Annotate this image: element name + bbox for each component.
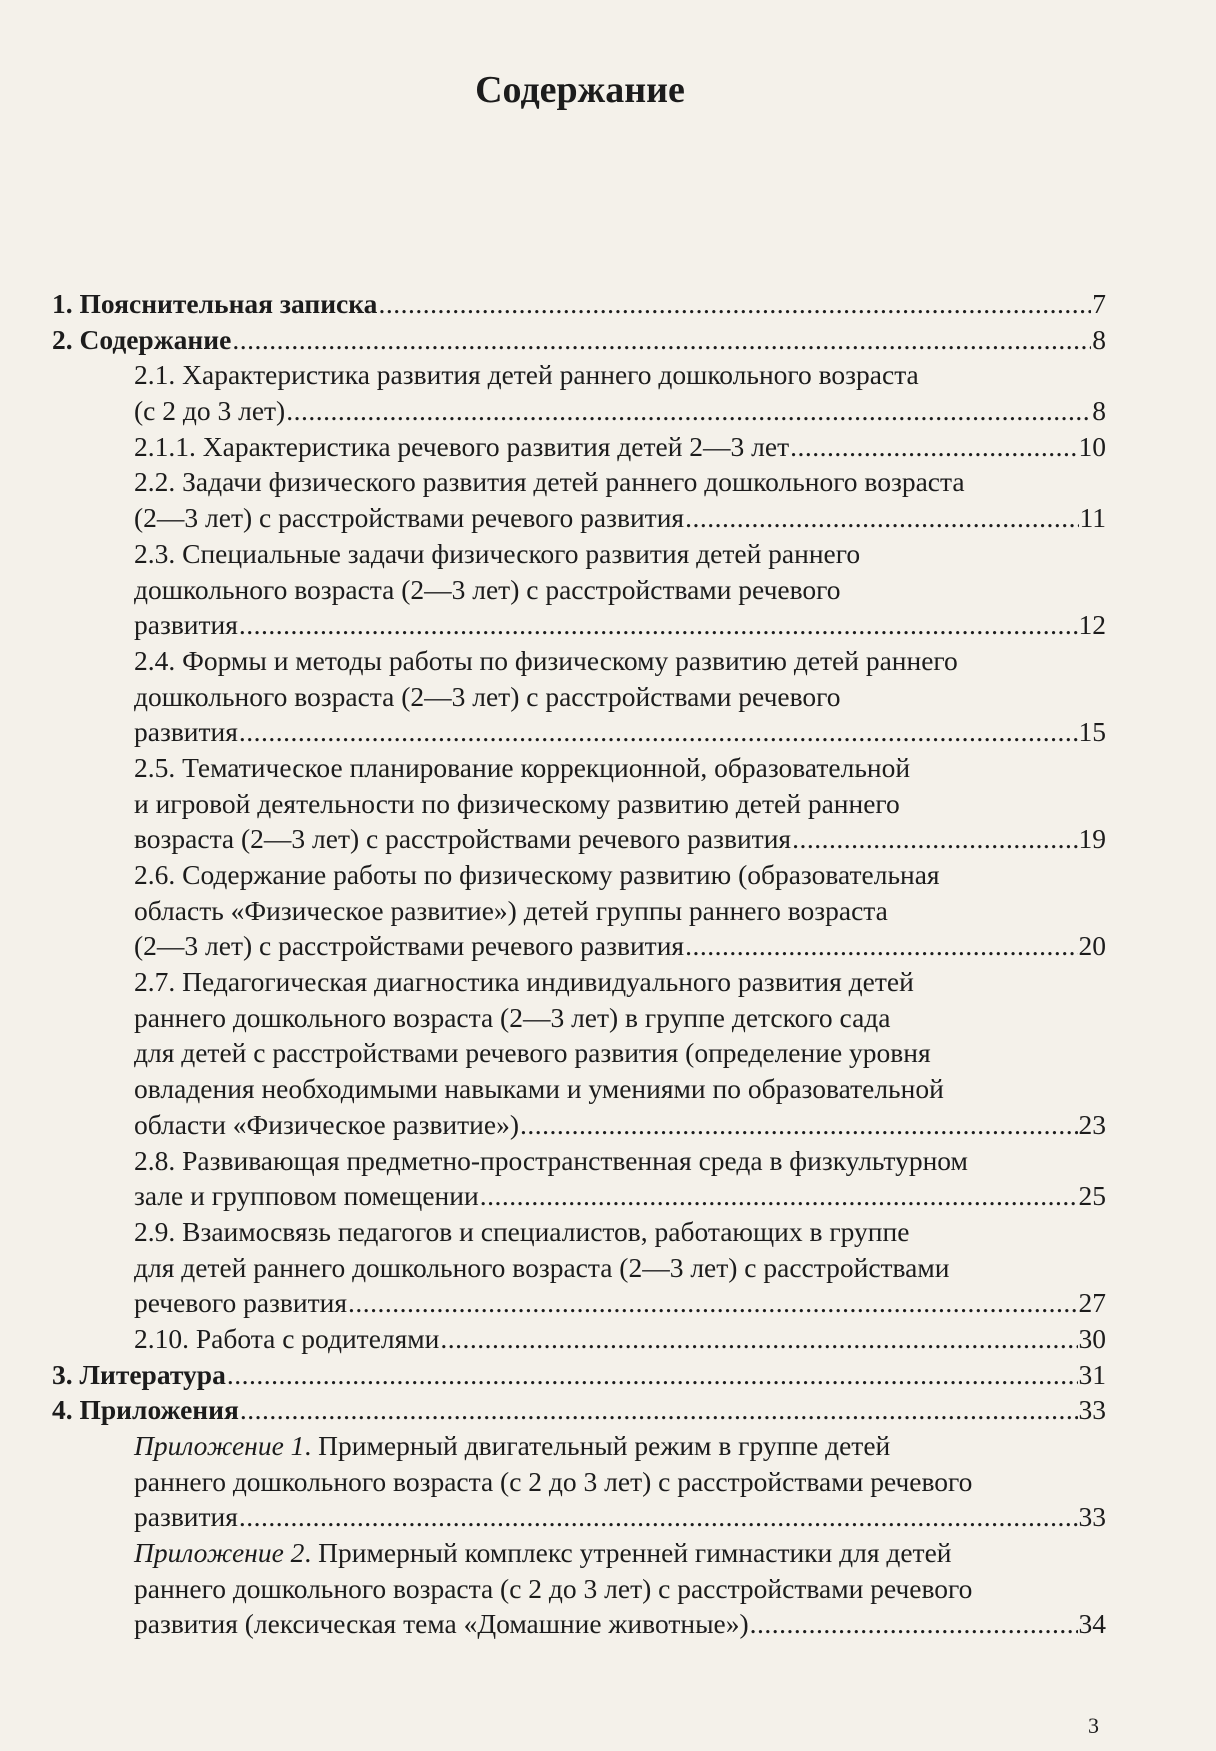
leader-dots <box>348 1285 1078 1321</box>
toc-entry-2-10: 2.10. Работа с родителями ..... 30 <box>52 1321 1106 1357</box>
toc-entry-appendix-2: Приложение 2. Примерный комплекс утренней гимнастики для детей <box>134 1537 952 1569</box>
toc-entry-2: 2. Содержание ..... 8 <box>52 322 1106 358</box>
toc-entry-2-6: 2.6. Содержание работы по физическому развитию (образовательная <box>134 859 940 890</box>
toc-entry-appendix-1: Приложение 1. Примерный двигательный режим в группе детей <box>134 1430 891 1461</box>
toc-entry-2-1-1: 2.1.1. Характеристика речевого развития детей 2—3 лет ..... 10 <box>52 429 1106 465</box>
toc-entry-appendix-1-end: развития ..... 33 <box>52 1499 1106 1535</box>
toc-entry-2-9-cont: для детей раннего дошкольного возраста (2—3 лет) с расстройствами <box>134 1251 950 1283</box>
leader-dots <box>750 1606 1078 1642</box>
toc-entry-1: 1. Пояснительная записка ..... 7 <box>52 286 1106 322</box>
toc-entry-2-4: 2.4. Формы и методы работы по физическому развитию детей раннего <box>134 644 958 676</box>
page-title: Содержание <box>475 69 685 111</box>
leader-dots <box>685 500 1078 536</box>
toc-entry-appendix-2-cont: раннего дошкольного возраста (с 2 до 3 лет) с расстройствами речевого <box>134 1572 973 1604</box>
toc-entry-2-8: 2.8. Развивающая предметно-пространственная среда в физкультурном <box>134 1144 968 1176</box>
leader-dots <box>440 1321 1077 1357</box>
toc-entry-2-9: 2.9. Взаимосвязь педагогов и специалистов, работающих в группе <box>134 1215 910 1247</box>
leader-dots <box>239 714 1078 750</box>
toc-entry-2-2-cont: (2—3 лет) с расстройствами речевого развития ..... 11 <box>52 500 1106 536</box>
toc-entry-2-6-cont: область «Физическое развитие») детей группы раннего возраста <box>134 894 888 926</box>
leader-dots <box>685 928 1077 964</box>
toc-entry-2-7: 2.7. Педагогическая диагностика индивидуального развития детей <box>134 966 914 998</box>
toc-entry-2-3-end: развития ..... 12 <box>52 607 1106 643</box>
leader-dots <box>480 1178 1078 1214</box>
toc-entry-appendix-1-cont: раннего дошкольного возраста (с 2 до 3 лет) с расстройствами речевого <box>134 1465 973 1497</box>
leader-dots <box>790 429 1077 465</box>
toc-entry-2-5: 2.5. Тематическое планирование коррекционной, образовательной <box>134 751 911 783</box>
page-number: 3 <box>1088 1713 1099 1738</box>
toc-entry-2-4-cont: дошкольного возраста (2—3 лет) с расстройствами речевого <box>134 680 841 712</box>
toc-entry-2-3-cont: дошкольного возраста (2—3 лет) с расстройствами речевого <box>134 573 841 605</box>
toc-entry-3: 3. Литература ..... 31 <box>52 1357 1106 1393</box>
toc-entry-2-5-end: возраста (2—3 лет) с расстройствами речевого развития ..... 19 <box>52 821 1106 857</box>
leader-dots <box>286 393 1091 429</box>
toc-entry-2-1-cont: (с 2 до 3 лет) ..... 8 <box>52 393 1106 429</box>
toc-entry-2-2: 2.2. Задачи физического развития детей раннего дошкольного возраста <box>134 466 965 498</box>
toc-entry-2-7-cont-2: для детей с расстройствами речевого развития (определение уровня <box>134 1037 931 1069</box>
leader-dots <box>520 1107 1078 1143</box>
toc-entry-2-7-cont-1: раннего дошкольного возраста (2—3 лет) в группе детского сада <box>134 1001 891 1033</box>
toc-entry-4: 4. Приложения ..... 33 <box>52 1392 1106 1428</box>
toc-entry-2-3: 2.3. Специальные задачи физического развития детей раннего <box>134 537 861 569</box>
table-of-contents <box>52 286 1106 1642</box>
leader-dots <box>240 1392 1078 1428</box>
leader-dots <box>239 607 1078 643</box>
toc-entry-2-4-end: развития ..... 15 <box>52 714 1106 750</box>
leader-dots <box>239 1499 1078 1535</box>
leader-dots <box>378 286 1091 322</box>
toc-entry-appendix-2-end: развития (лексическая тема «Домашние животные») ..... 34 <box>52 1606 1106 1642</box>
toc-entry-2-9-end: речевого развития ..... 27 <box>52 1285 1106 1321</box>
toc-entry-2-8-end: зале и групповом помещении ..... 25 <box>52 1178 1106 1214</box>
toc-entry-2-5-cont: и игровой деятельности по физическому развитию детей раннего <box>134 787 900 819</box>
toc-entry-2-7-cont-3: овладения необходимыми навыками и умениями по образовательной <box>134 1073 944 1105</box>
toc-entry-2-6-end: (2—3 лет) с расстройствами речевого развития ..... 20 <box>52 928 1106 964</box>
leader-dots <box>227 1357 1078 1393</box>
toc-entry-2-1: 2.1. Характеристика развития детей раннего дошкольного возраста <box>134 359 919 391</box>
toc-entry-2-7-end: области «Физическое развитие») ..... 23 <box>52 1107 1106 1143</box>
leader-dots <box>792 821 1077 857</box>
leader-dots <box>232 322 1091 358</box>
